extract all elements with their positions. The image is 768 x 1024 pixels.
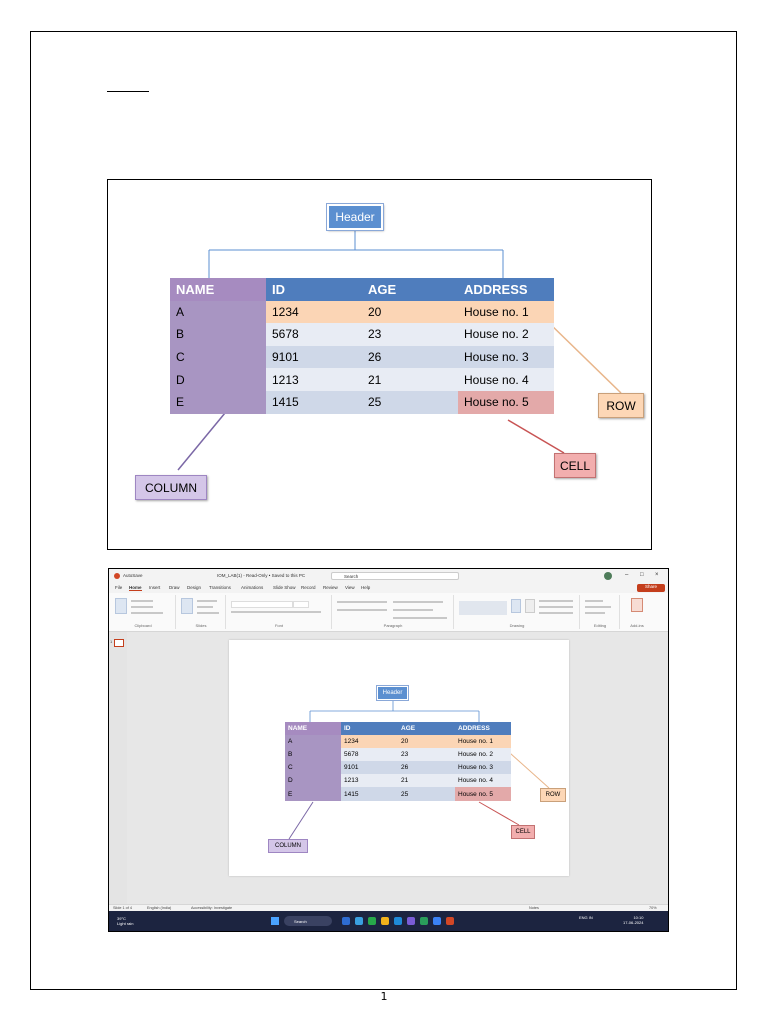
accessibility-status[interactable]: Accessibility: Investigate [191,906,233,910]
slide-thumbnails [109,632,127,904]
table-cell: 9101 [341,761,398,774]
autosave-toggle[interactable]: AutoSave [123,573,143,578]
group-label: Slides [195,623,207,628]
page-number: 1 [380,990,388,1003]
layout-button[interactable] [197,600,217,602]
tab-animations[interactable]: Animations [241,585,264,590]
slide-header-callout: Header [377,686,408,700]
tab-draw[interactable]: Draw [169,585,180,590]
search-box[interactable] [331,572,459,580]
ribbon-group-slides [177,595,226,629]
ribbon-group-editing [581,595,620,629]
align-buttons[interactable] [337,609,387,611]
table-cell: 1213 [341,774,398,787]
tab-slide-show[interactable]: Slide Show [273,585,296,590]
list-buttons[interactable] [337,601,387,603]
table-cell: 1415 [266,391,362,414]
reset-button[interactable] [197,606,213,608]
notes-button[interactable]: Notes [529,906,539,910]
search-placeholder: Search [344,574,359,579]
quick-styles-button[interactable] [525,599,535,613]
table-cell: 26 [362,346,458,369]
table-cell: 5678 [341,748,398,761]
maximize-icon[interactable]: □ [640,572,644,578]
table-row [285,761,511,774]
tab-insert[interactable]: Insert [149,585,161,590]
column-header-address: ADDRESS [455,722,511,735]
table-row [170,368,554,391]
ribbon [109,593,668,632]
table-cell: B [285,748,341,761]
table-cell: 20 [398,735,455,748]
close-icon[interactable]: × [655,572,659,578]
group-label: Font [274,623,283,628]
column-header-id: ID [266,278,362,301]
system-clock[interactable] [623,915,643,925]
table-row [285,748,511,761]
taskbar-search[interactable] [284,916,332,926]
table-row [285,735,511,748]
table-row [285,787,511,800]
ribbon-group-addins [621,595,653,629]
column-header-name: NAME [170,278,266,301]
group-label: Editing [593,623,607,628]
column-header-name: NAME [285,722,341,735]
table-row [170,391,554,414]
slide-cell-callout: CELL [511,825,535,839]
table-cell: House no. 1 [458,301,554,324]
taskbar-app-icon[interactable] [433,917,441,925]
shapes-gallery[interactable] [459,601,507,615]
slide-row-callout: ROW [540,788,566,802]
font-format-buttons[interactable] [231,611,321,613]
ribbon-group-paragraph [333,595,454,629]
title-bar [109,569,668,583]
slide-thumbnail-number: 1 [110,639,113,644]
shape-effects-button[interactable] [539,612,573,614]
table-cell: House no. 2 [458,323,554,346]
tab-help[interactable]: Help [361,585,371,590]
table-row [170,346,554,369]
table-header-row [285,722,511,735]
arrange-button[interactable] [511,599,521,613]
table-cell: D [285,774,341,787]
table-cell: E [170,391,266,414]
minimize-icon[interactable]: – [625,572,629,578]
table-cell: House no. 4 [455,774,511,787]
taskbar-app-icon[interactable] [355,917,363,925]
table-cell: House no. 4 [458,368,554,391]
header-underline [107,91,149,92]
powerpoint-logo-icon [114,573,120,579]
table-row [170,323,554,346]
table-cell: E [285,787,341,800]
column-header-address: ADDRESS [458,278,554,301]
table-cell: 9101 [266,346,362,369]
table-cell: House no. 2 [455,748,511,761]
taskbar-app-icon[interactable] [407,917,415,925]
table-cell: B [170,323,266,346]
group-label: Clipboard [134,623,152,628]
column-header-id: ID [341,722,398,735]
shape-outline-button[interactable] [539,606,573,608]
new-slide-button[interactable] [181,598,193,614]
table-cell: 1415 [341,787,398,800]
tab-view[interactable]: View [345,585,355,590]
slide-count: Slide 1 of 4 [113,906,132,910]
paste-button[interactable] [115,598,127,614]
table-row [170,301,554,324]
shape-fill-button[interactable] [539,600,573,602]
weather-widget[interactable] [117,916,133,926]
group-label: Add-ins [630,623,644,628]
table-cell: 21 [398,774,455,787]
table-row [285,774,511,787]
share-button[interactable]: Share [637,584,665,592]
language-indicator[interactable]: English (India) [147,906,172,910]
group-label: Paragraph [383,623,403,628]
table-cell: House no. 5 [455,787,511,800]
format-painter-button[interactable] [131,612,163,614]
table-cell: 1234 [266,301,362,324]
cell-callout: CELL [554,453,596,478]
windows-start-icon[interactable] [271,917,279,925]
table-cell: 26 [398,761,455,774]
table-cell: 5678 [266,323,362,346]
table-cell: 1234 [341,735,398,748]
tab-review[interactable]: Review [323,585,338,590]
windows-taskbar [109,911,668,932]
slide-canvas[interactable] [229,640,569,876]
ribbon-group-font [227,595,332,629]
group-label: Drawing [509,623,525,628]
weather-condition: Light rain [117,921,134,926]
input-language[interactable]: ENG IN [579,915,593,920]
avatar[interactable] [604,572,612,580]
slide-table [285,722,511,801]
copy-button[interactable] [131,606,153,608]
column-callout: COLUMN [135,475,207,500]
slide-column-callout: COLUMN [268,839,308,853]
table-cell: A [170,301,266,324]
taskbar-app-icon[interactable] [394,917,402,925]
table-cell: 25 [398,787,455,800]
sample-table [170,278,554,414]
document-title: IOM_LAB(1) - Read-Only • Saved to this PC [217,573,306,578]
table-cell: A [285,735,341,748]
add-ins-button[interactable] [631,598,643,612]
table-cell: House no. 3 [455,761,511,774]
tab-home[interactable]: Home [129,585,142,590]
sections-button[interactable] [197,612,219,614]
powerpoint-taskbar-icon[interactable] [446,917,454,925]
taskbar-search-label: Search [294,919,307,924]
table-cell: 20 [362,301,458,324]
ribbon-group-drawing [455,595,580,629]
temperature: 39°C [117,916,126,921]
editor-workspace [109,632,668,904]
find-button[interactable] [585,600,603,602]
row-callout: ROW [598,393,644,418]
table-diagram-figure [107,179,652,550]
table-cell: House no. 3 [458,346,554,369]
header-callout: Header [327,204,383,230]
clock-time: 10:10 [633,915,644,920]
ribbon-tabs [109,583,668,593]
table-cell: 21 [362,368,458,391]
font-name-select[interactable] [231,601,293,608]
tab-record[interactable]: Record [301,585,316,590]
select-button[interactable] [585,612,605,614]
table-cell: House no. 1 [455,735,511,748]
column-header-age: AGE [362,278,458,301]
table-cell: C [170,346,266,369]
table-cell: 1213 [266,368,362,391]
zoom-level[interactable]: 70% [649,906,657,910]
powerpoint-screenshot [108,568,669,932]
cut-button[interactable] [131,600,153,602]
text-direction-button[interactable] [393,601,443,603]
table-cell: House no. 5 [458,391,554,414]
table-cell: 25 [362,391,458,414]
replace-button[interactable] [585,606,611,608]
tab-design[interactable]: Design [187,585,202,590]
tab-transitions[interactable]: Transitions [209,585,231,590]
table-cell: D [170,368,266,391]
smartart-button[interactable] [393,617,447,619]
align-text-button[interactable] [393,609,433,611]
tab-file[interactable]: File [115,585,123,590]
taskbar-app-icon[interactable] [381,917,389,925]
ribbon-group-clipboard [111,595,176,629]
table-cell: 23 [362,323,458,346]
font-size-select[interactable] [293,601,309,608]
taskbar-app-icon[interactable] [420,917,428,925]
clock-date: 17-06-2024 [623,920,644,925]
table-cell: C [285,761,341,774]
column-header-age: AGE [398,722,455,735]
table-cell: 23 [398,748,455,761]
taskbar-app-icon[interactable] [342,917,350,925]
table-header-row [170,278,554,301]
slide-thumbnail[interactable] [114,639,124,647]
taskbar-app-icon[interactable] [368,917,376,925]
